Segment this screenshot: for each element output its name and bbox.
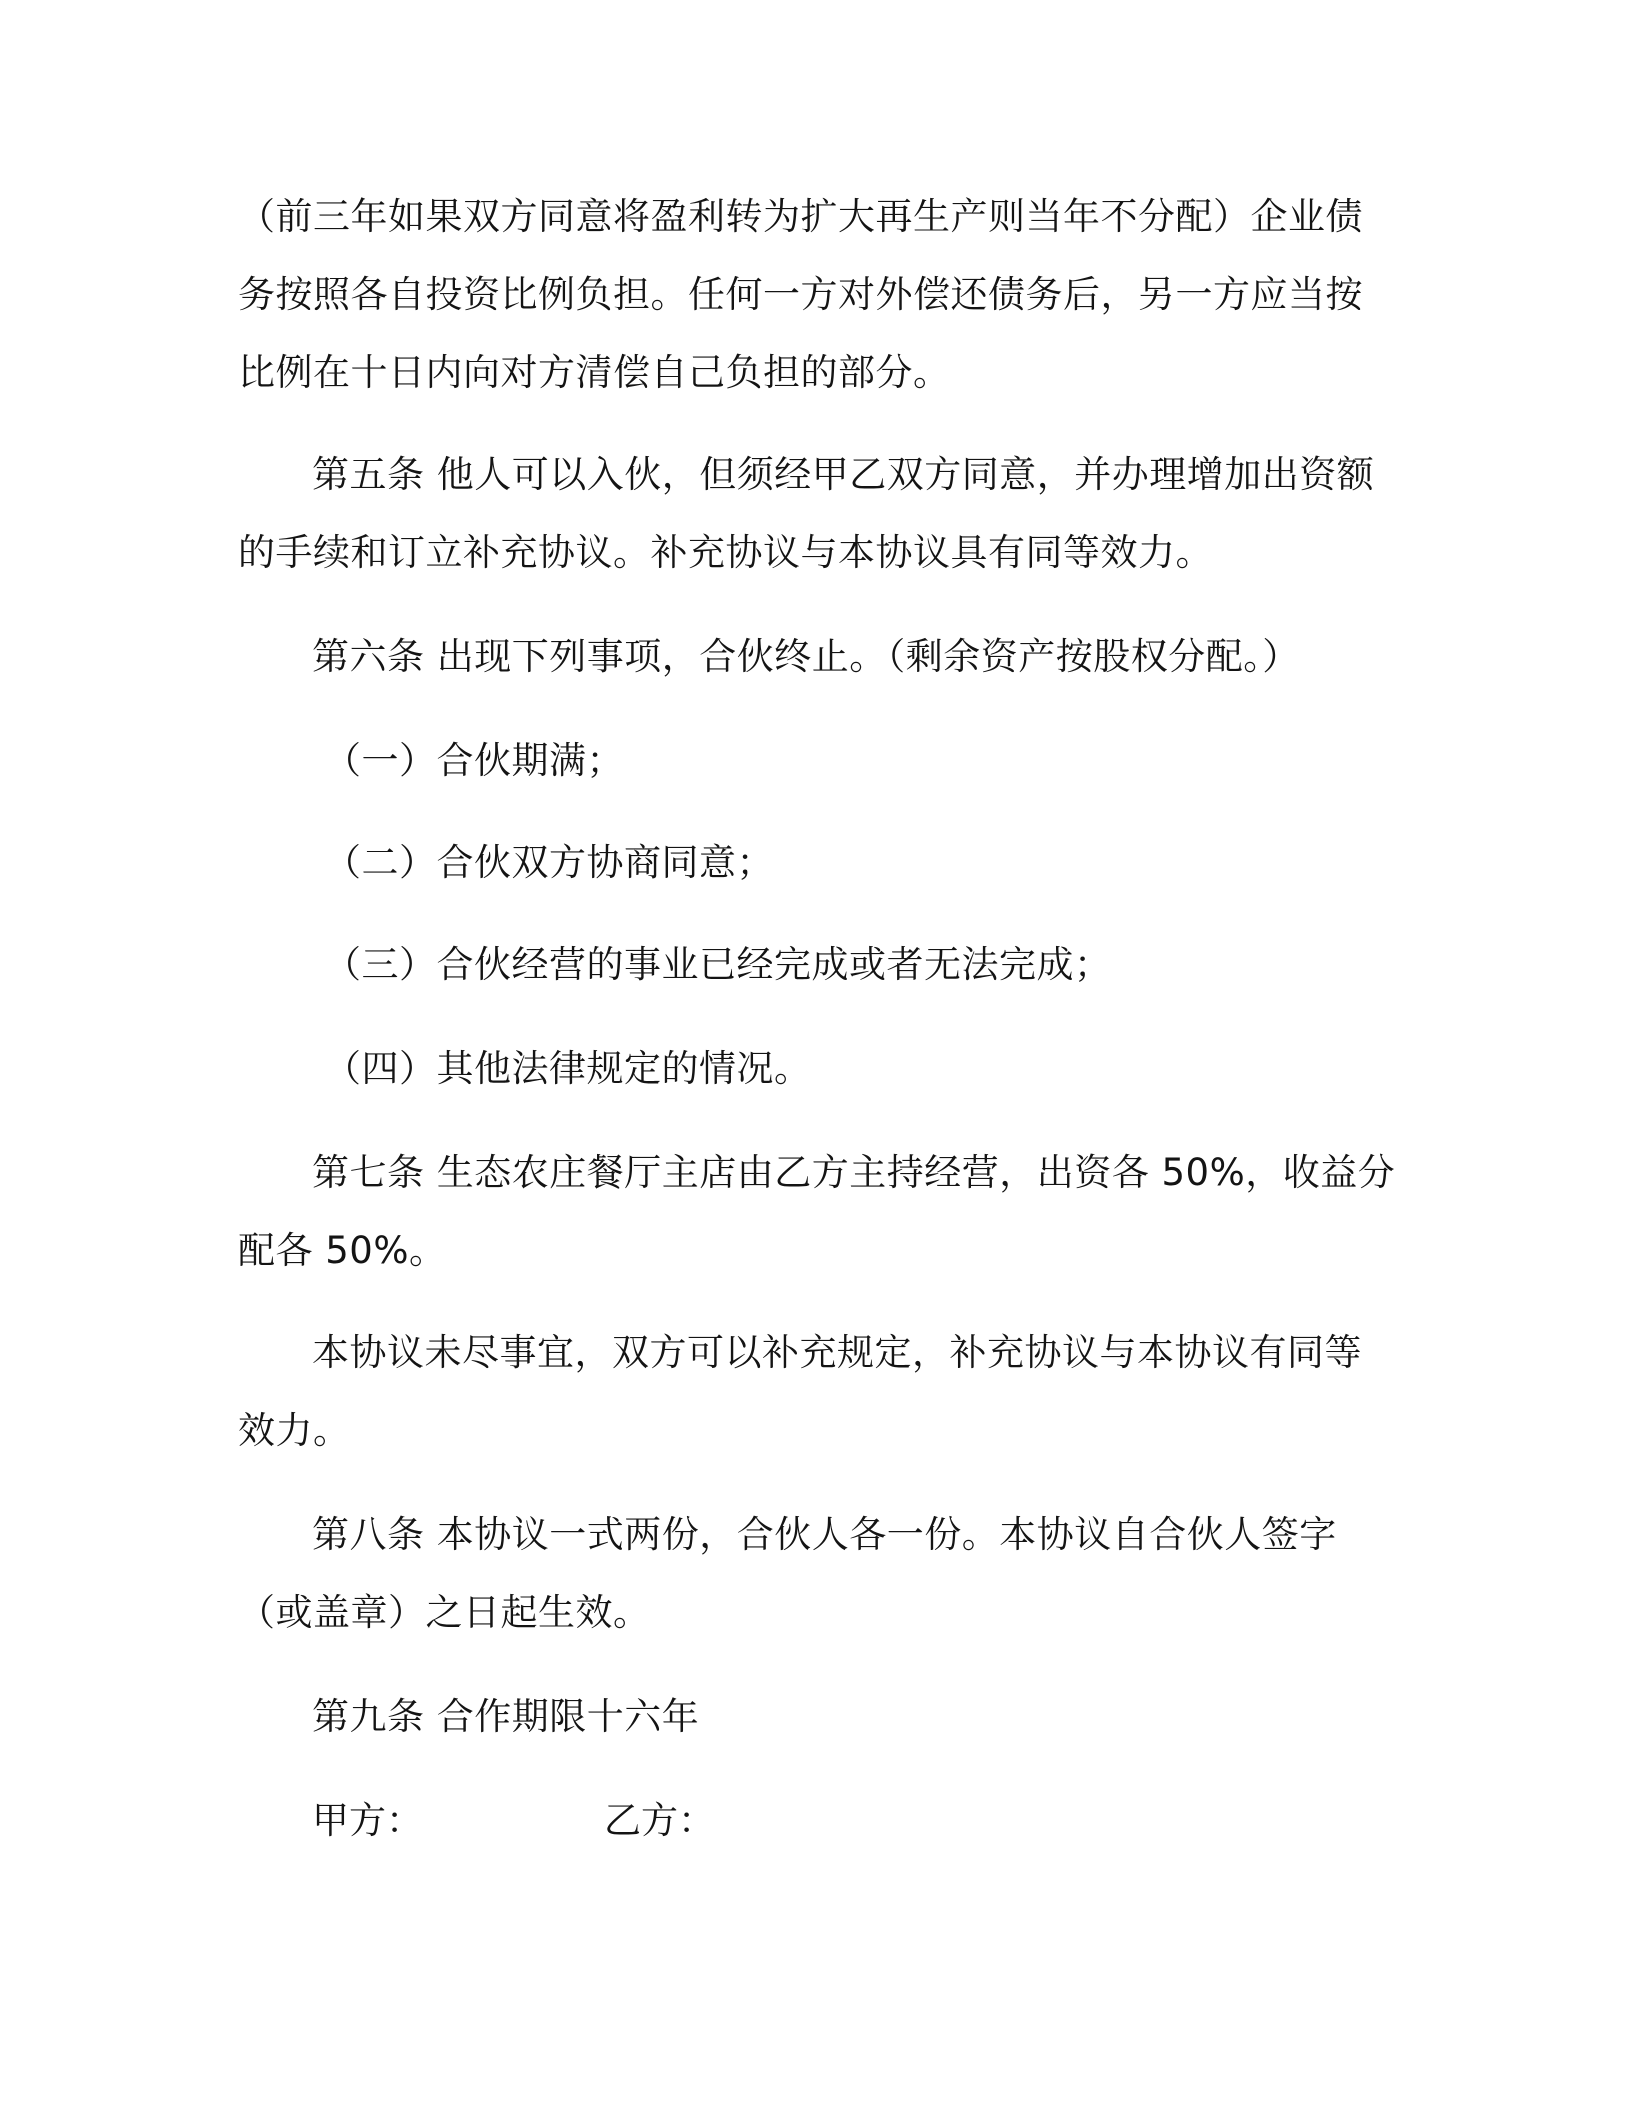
paragraph-supplement: [238, 1314, 1398, 1470]
party-b-label: 乙方：: [604, 1799, 715, 1842]
text-line: 比例在十日内向对方清偿自己负担的部分。: [238, 351, 951, 394]
text-line: （四）其他法律规定的情况。: [324, 1047, 812, 1090]
signature-row: [312, 1782, 715, 1860]
list-item-1: [238, 722, 1398, 800]
party-a-label: 甲方：: [312, 1799, 423, 1842]
text-line: （二）合伙双方协商同意；: [324, 841, 774, 884]
text-line: 效力。: [238, 1409, 351, 1452]
paragraph-article-7: [238, 1134, 1398, 1290]
text-line: （或盖章）之日起生效。: [238, 1591, 651, 1634]
list-item-4: [238, 1030, 1398, 1108]
text-line: 第五条 他人可以入伙，但须经甲乙双方同意，并办理增加出资额: [312, 453, 1375, 496]
text-line: 的手续和订立补充协议。补充协议与本协议具有同等效力。: [238, 531, 1213, 574]
text-line: 第九条 合作期限十六年: [312, 1695, 700, 1738]
list-item-3: [238, 926, 1398, 1004]
text-line: 第七条 生态农庄餐厅主店由乙方主持经营，出资各 50%，收益分: [312, 1151, 1396, 1194]
text-line: 配各 50%。: [238, 1229, 447, 1272]
paragraph-profit-debt: [238, 178, 1398, 412]
paragraph-article-6: [238, 618, 1398, 696]
list-item-2: [238, 824, 1398, 902]
paragraph-article-5: [238, 436, 1398, 592]
text-line: 第六条 出现下列事项，合伙终止。（剩余资产按股权分配。）: [312, 635, 1300, 678]
paragraph-article-8: [238, 1496, 1398, 1652]
text-line: 第八条 本协议一式两份，合伙人各一份。本协议自合伙人签字: [312, 1513, 1337, 1556]
text-line: 本协议未尽事宜，双方可以补充规定，补充协议与本协议有同等: [312, 1331, 1362, 1374]
text-line: （前三年如果双方同意将盈利转为扩大再生产则当年不分配）企业债: [238, 195, 1363, 238]
text-line: （一）合伙期满；: [324, 739, 624, 782]
paragraph-article-9: [238, 1678, 1398, 1756]
text-line: （三）合伙经营的事业已经完成或者无法完成；: [324, 943, 1112, 986]
text-line: 务按照各自投资比例负担。任何一方对外偿还债务后，另一方应当按: [238, 273, 1363, 316]
